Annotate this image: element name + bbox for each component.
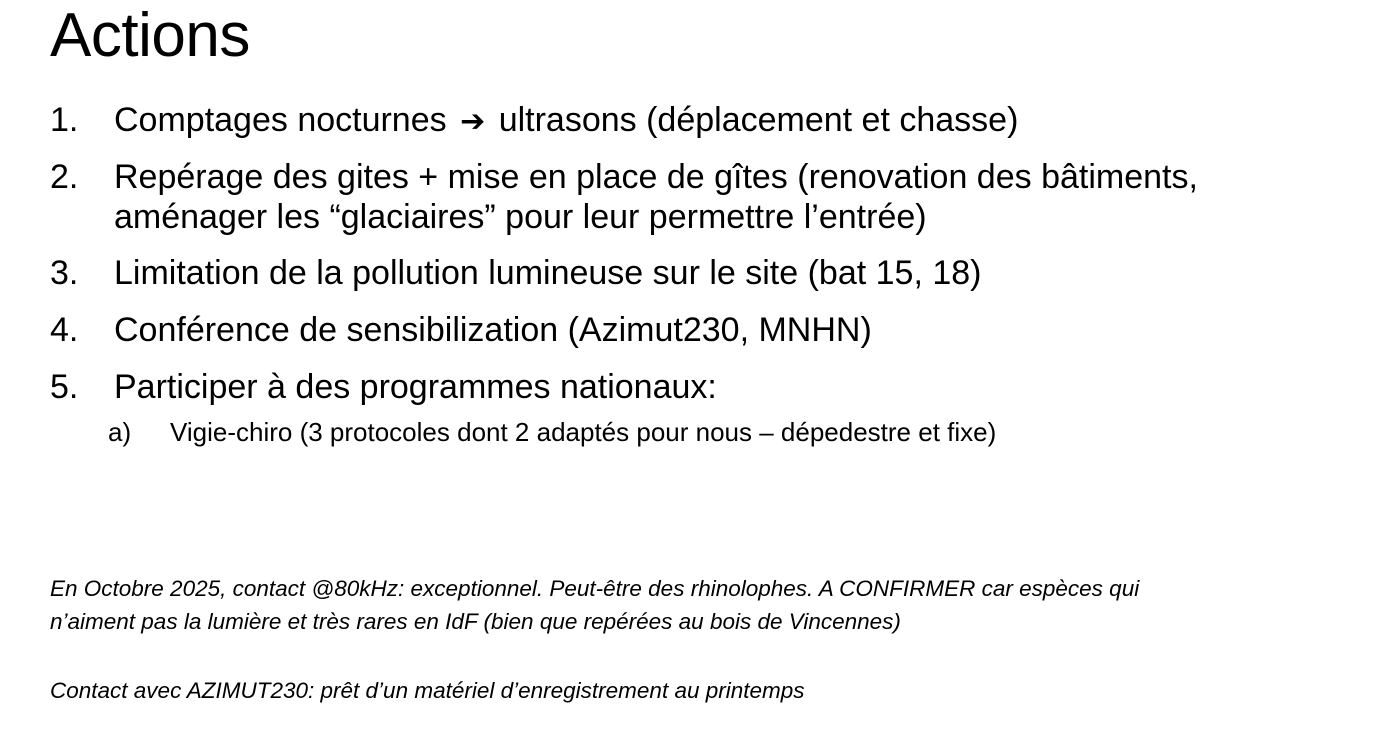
list-item-text: Conférence de sensibilization (Azimut230, MNHN) bbox=[114, 311, 872, 349]
list-number: 1. bbox=[50, 101, 79, 139]
note-line: En Octobre 2025, contact @80kHz: exceptionnel. Peut-être des rhinolophes. A CONFIRMER car espèces qui bbox=[50, 576, 1140, 601]
right-arrow-icon: ➔ bbox=[460, 104, 486, 139]
list-item-line: Repérage des gites + mise en place de gîtes (renovation des bâtiments, bbox=[114, 158, 1198, 196]
note-line: Contact avec AZIMUT230: prêt d’un matériel d’enregistrement au printemps bbox=[50, 678, 805, 703]
note-line: n’aiment pas la lumière et très rares en IdF (bien que repérées au bois de Vincennes) bbox=[50, 609, 901, 634]
slide-title: Actions bbox=[50, 1, 250, 70]
list-item-text bbox=[114, 100, 1018, 142]
note-observation bbox=[50, 572, 1370, 638]
list-number: 5. bbox=[50, 368, 79, 406]
list-item-text: Participer à des programmes nationaux: bbox=[114, 368, 717, 406]
list-number: 4. bbox=[50, 311, 79, 349]
list-number: 2. bbox=[50, 158, 79, 196]
list-item-text bbox=[114, 157, 1198, 237]
sub-list-item-text: Vigie-chiro (3 protocoles dont 2 adaptés pour nous – dépedestre et fixe) bbox=[170, 417, 997, 447]
list-item-text-after-arrow: ultrasons (déplacement et chasse) bbox=[498, 101, 1019, 139]
note-contact bbox=[50, 674, 1370, 707]
list-item-line: aménager les “glaciaires” pour leur permettre l’entrée) bbox=[114, 198, 927, 236]
sub-list-letter: a) bbox=[108, 417, 132, 447]
list-number: 3. bbox=[50, 254, 79, 292]
list-item-text-before-arrow: Comptages nocturnes bbox=[114, 101, 447, 139]
list-item-text: Limitation de la pollution lumineuse sur le site (bat 15, 18) bbox=[114, 254, 982, 292]
